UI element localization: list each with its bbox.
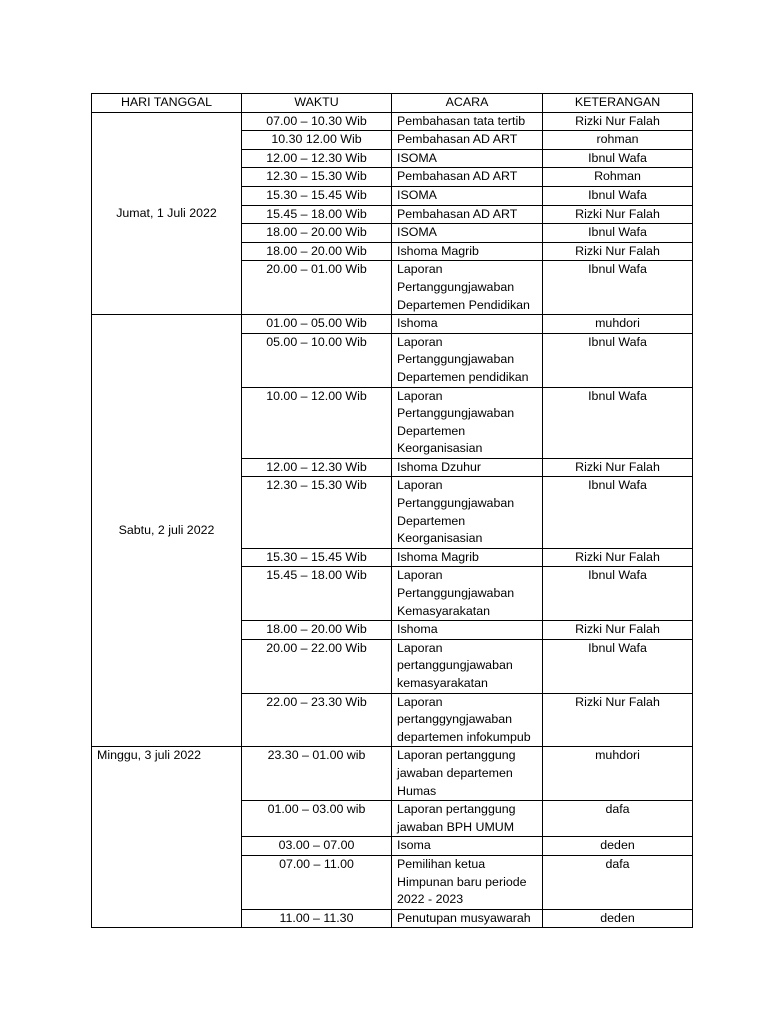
day-date-cell: Minggu, 3 juli 2022 (92, 747, 242, 928)
note-cell: deden (543, 909, 693, 928)
day-date-cell: Jumat, 1 Juli 2022 (92, 112, 242, 315)
activity-cell: Laporan pertanggung jawaban departemen Humas (392, 747, 543, 801)
time-cell: 05.00 – 10.00 Wib (242, 333, 392, 387)
note-cell: Ibnul Wafa (543, 567, 693, 621)
note-cell: Ibnul Wafa (543, 261, 693, 315)
note-cell: Rizki Nur Falah (543, 548, 693, 567)
time-cell: 01.00 – 03.00 wib (242, 801, 392, 837)
activity-cell: Penutupan musyawarah (392, 909, 543, 928)
activity-cell: Laporan Pertanggungjawaban Departemen Pendidikan (392, 261, 543, 315)
activity-cell: Laporan Pertanggungjawaban Departemen Keorganisasian (392, 387, 543, 458)
time-cell: 15.45 – 18.00 Wib (242, 205, 392, 224)
time-cell: 07.00 – 11.00 (242, 855, 392, 909)
note-cell: Rizki Nur Falah (543, 242, 693, 261)
note-cell: Ibnul Wafa (543, 387, 693, 458)
time-cell: 15.30 – 15.45 Wib (242, 186, 392, 205)
table-row (92, 112, 693, 131)
activity-cell: ISOMA (392, 149, 543, 168)
time-cell: 15.30 – 15.45 Wib (242, 548, 392, 567)
note-cell: Rizki Nur Falah (543, 458, 693, 477)
note-cell: rohman (543, 131, 693, 150)
activity-cell: Ishoma Magrib (392, 242, 543, 261)
activity-cell: Ishoma Dzuhur (392, 458, 543, 477)
note-cell: Rohman (543, 168, 693, 187)
activity-cell: Laporan pertanggungjawaban kemasyarakatan (392, 639, 543, 693)
note-cell: dafa (543, 855, 693, 909)
time-cell: 10.00 – 12.00 Wib (242, 387, 392, 458)
activity-cell: Laporan pertanggung jawaban BPH UMUM (392, 801, 543, 837)
time-cell: 03.00 – 07.00 (242, 837, 392, 856)
time-cell: 10.30 12.00 Wib (242, 131, 392, 150)
time-cell: 11.00 – 11.30 (242, 909, 392, 928)
header-keterangan: KETERANGAN (543, 94, 693, 113)
activity-cell: Ishoma (392, 315, 543, 334)
activity-cell: Pembahasan AD ART (392, 205, 543, 224)
note-cell: Rizki Nur Falah (543, 621, 693, 640)
note-cell: Ibnul Wafa (543, 186, 693, 205)
schedule-body (92, 112, 693, 928)
activity-cell: Ishoma (392, 621, 543, 640)
activity-cell: Pembahasan tata tertib (392, 112, 543, 131)
activity-cell: Laporan Pertanggungjawaban Departemen pendidikan (392, 333, 543, 387)
day-date-cell: Sabtu, 2 juli 2022 (92, 315, 242, 747)
note-cell: Ibnul Wafa (543, 477, 693, 548)
activity-cell: ISOMA (392, 186, 543, 205)
note-cell: Ibnul Wafa (543, 224, 693, 243)
header-acara: ACARA (392, 94, 543, 113)
note-cell: dafa (543, 801, 693, 837)
activity-cell: Ishoma Magrib (392, 548, 543, 567)
time-cell: 23.30 – 01.00 wib (242, 747, 392, 801)
header-hari-tanggal: HARI TANGGAL (92, 94, 242, 113)
activity-cell: Isoma (392, 837, 543, 856)
time-cell: 18.00 – 20.00 Wib (242, 224, 392, 243)
time-cell: 20.00 – 22.00 Wib (242, 639, 392, 693)
time-cell: 12.00 – 12.30 Wib (242, 458, 392, 477)
note-cell: Ibnul Wafa (543, 639, 693, 693)
activity-cell: Pembahasan AD ART (392, 131, 543, 150)
activity-cell: Pembahasan AD ART (392, 168, 543, 187)
note-cell: muhdori (543, 747, 693, 801)
schedule-document (91, 93, 692, 928)
time-cell: 12.00 – 12.30 Wib (242, 149, 392, 168)
activity-cell: Laporan pertanggyngjawaban departemen infokumpub (392, 693, 543, 747)
time-cell: 18.00 – 20.00 Wib (242, 242, 392, 261)
activity-cell: Laporan Pertanggungjawaban Departemen Keorganisasian (392, 477, 543, 548)
time-cell: 01.00 – 05.00 Wib (242, 315, 392, 334)
note-cell: Ibnul Wafa (543, 333, 693, 387)
header-row (92, 94, 693, 113)
time-cell: 20.00 – 01.00 Wib (242, 261, 392, 315)
schedule-table (91, 93, 693, 928)
activity-cell: ISOMA (392, 224, 543, 243)
time-cell: 12.30 – 15.30 Wib (242, 168, 392, 187)
header-waktu: WAKTU (242, 94, 392, 113)
note-cell: Rizki Nur Falah (543, 112, 693, 131)
note-cell: Ibnul Wafa (543, 149, 693, 168)
time-cell: 18.00 – 20.00 Wib (242, 621, 392, 640)
note-cell: muhdori (543, 315, 693, 334)
table-row (92, 315, 693, 334)
time-cell: 15.45 – 18.00 Wib (242, 567, 392, 621)
activity-cell: Pemilihan ketua Himpunan baru periode 2022 - 2023 (392, 855, 543, 909)
note-cell: Rizki Nur Falah (543, 693, 693, 747)
time-cell: 07.00 – 10.30 Wib (242, 112, 392, 131)
note-cell: Rizki Nur Falah (543, 205, 693, 224)
note-cell: deden (543, 837, 693, 856)
activity-cell: Laporan Pertanggungjawaban Kemasyarakatan (392, 567, 543, 621)
table-row (92, 747, 693, 801)
time-cell: 22.00 – 23.30 Wib (242, 693, 392, 747)
time-cell: 12.30 – 15.30 Wib (242, 477, 392, 548)
